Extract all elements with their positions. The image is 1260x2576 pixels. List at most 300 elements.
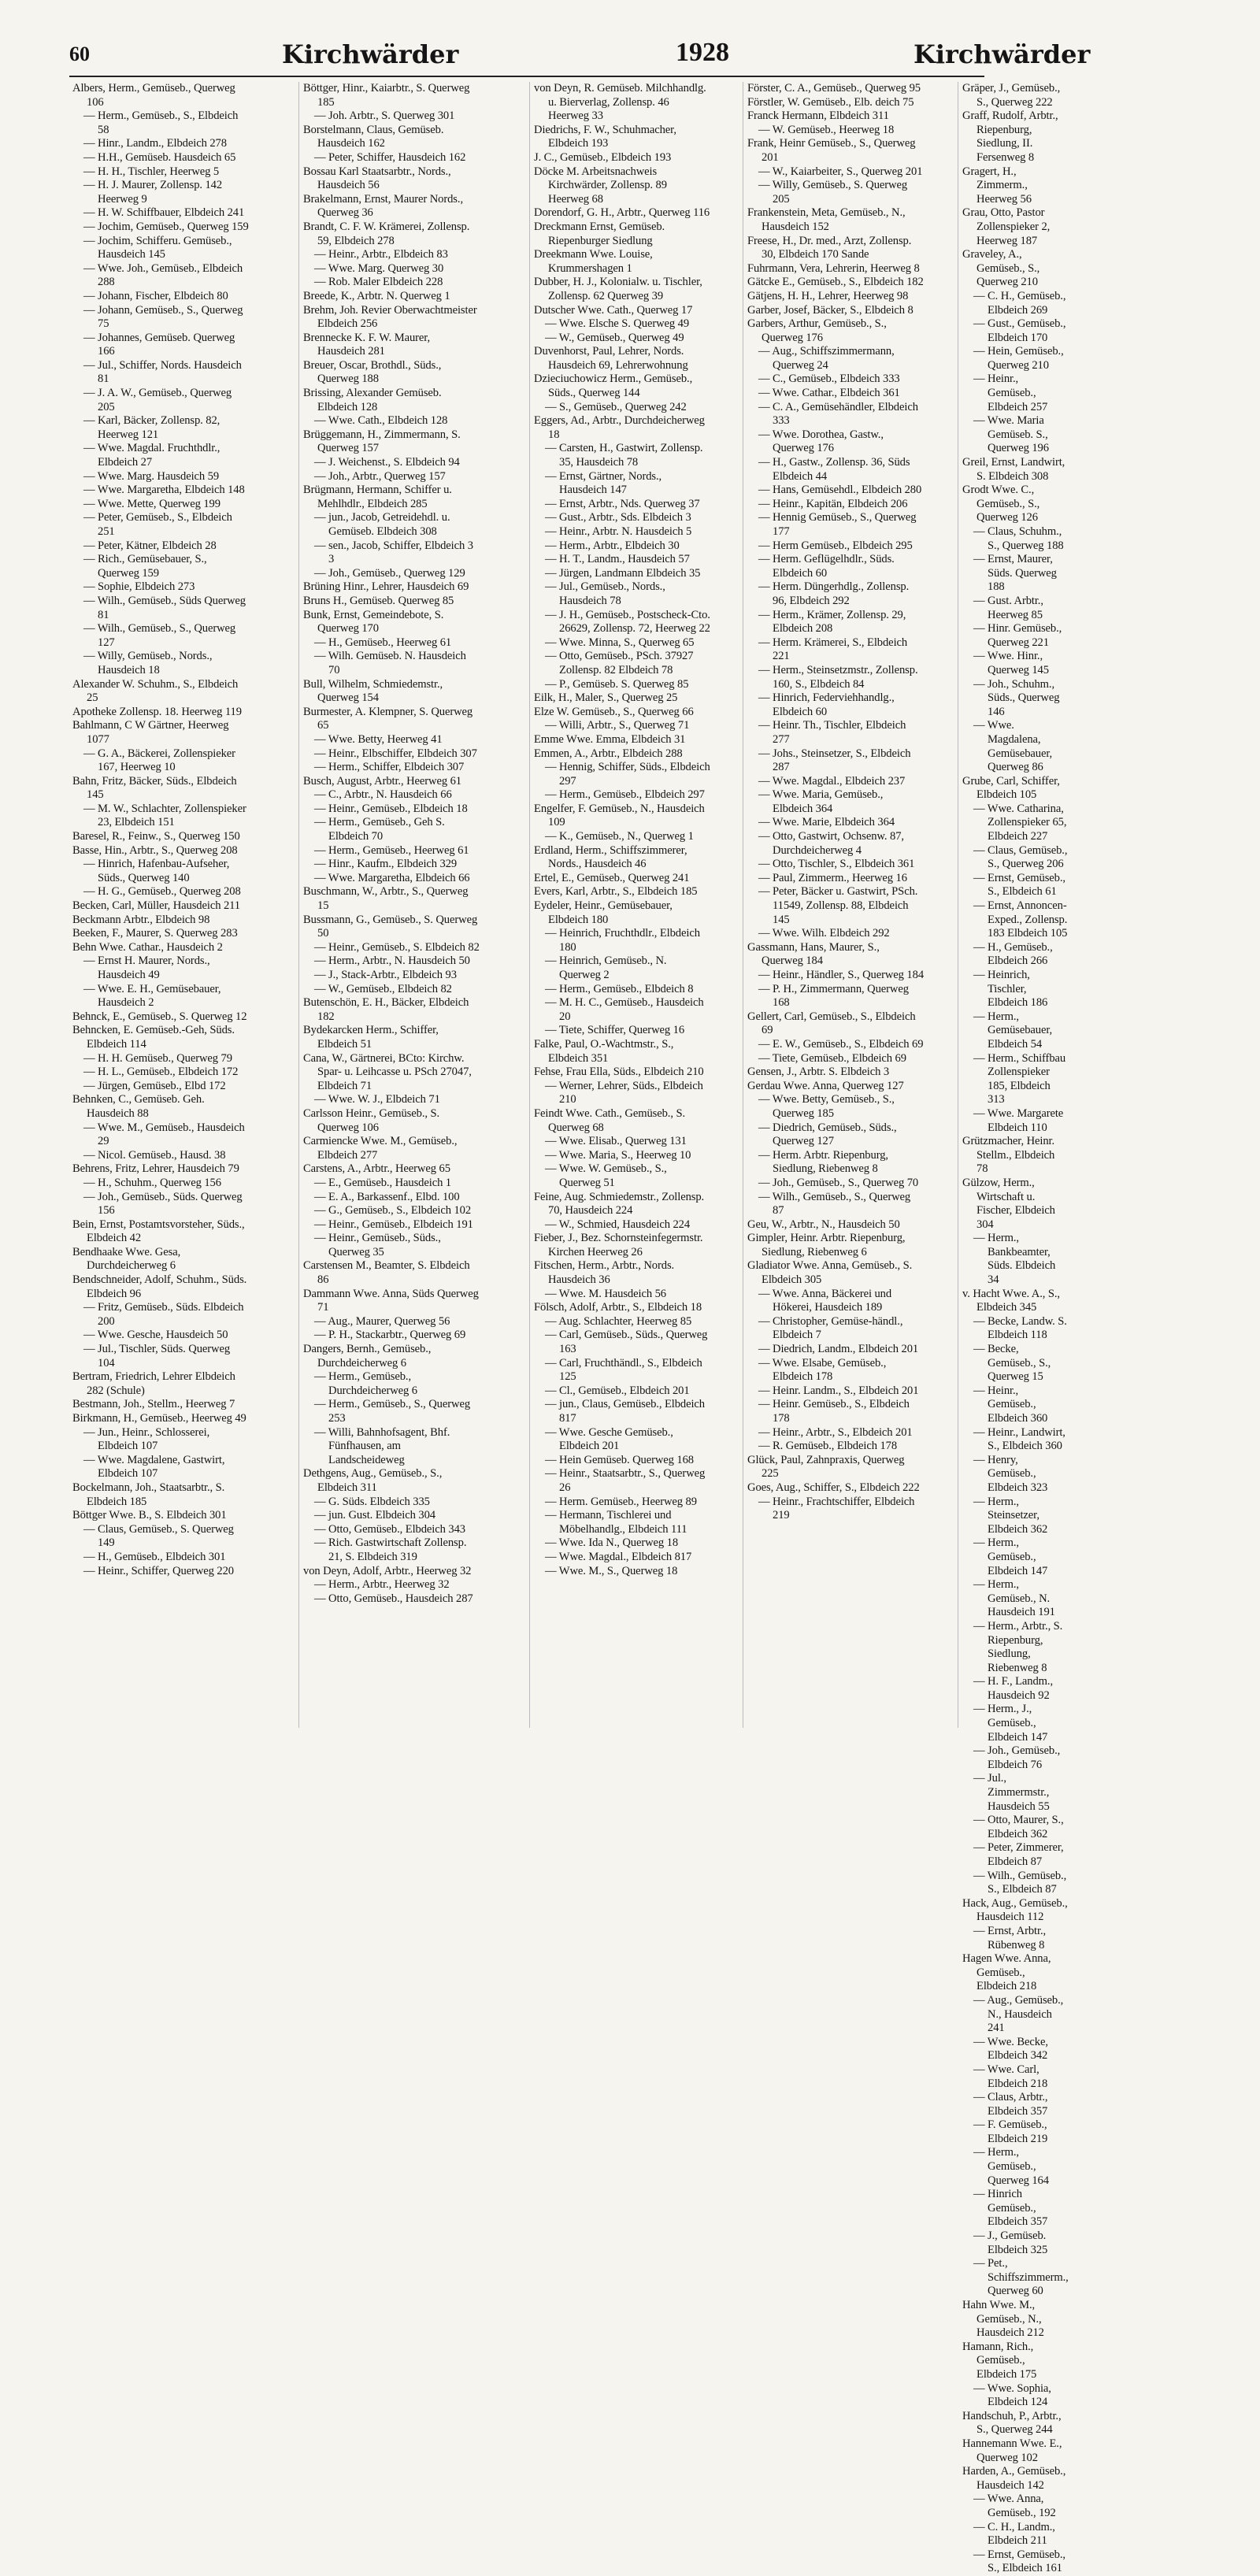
directory-entry: — Herm., Gemüseb., Elbdeich 297 [545,788,705,802]
directory-entry: — Hans, Gemüsehdl., Elbdeich 280 [758,484,922,497]
directory-entry: Dethgens, Aug., Gemüseb., S., Elbdeich 311 [303,1467,443,1494]
directory-entry: — Wwe. Magdalene, Gastwirt, Elbdeich 107 [83,1453,225,1481]
directory-entry: — Herm. Gemüseb., Heerweg 89 [545,1495,697,1508]
directory-entry: Beeken, F., Maurer, S. Querweg 283 [72,927,238,940]
directory-entry: Franck Hermann, Elbdeich 311 [747,109,889,123]
directory-entry: — Wwe. Elisab., Querweg 131 [545,1135,687,1148]
directory-entry: — Heinr., Gemüseb., Süds., Querweg 35 [314,1232,441,1258]
directory-entry: — Ernst, Gemüseb., S., Elbdeich 61 [973,871,1065,899]
directory-entry: — Heinr., Staatsarbtr., S., Querweg 26 [545,1467,706,1494]
directory-entry: — Wwe. Marg. Querweg 30 [314,261,444,275]
running-title-left: Kirchwärder [282,39,459,69]
directory-entry: — Peter, Bäcker u. Gastwirt, PSch. 11549, Zollensp. 88, Elbdeich 145 [758,885,918,926]
directory-entry: Carmiencke Wwe. M., Gemüseb., Elbdeich 277 [303,1135,458,1162]
directory-entry: — Wwe. Minna, S., Querweg 65 [545,636,695,649]
directory-entry: — Herm. Arbtr. Riepenburg, Siedlung, Riebenweg 8 [758,1148,888,1176]
directory-entry: Apotheke Zollensp. 18. Heerweg 119 [72,705,242,718]
directory-entry: Bossau Karl Staatsarbtr., Nords., Hausdeich 56 [303,165,451,192]
directory-entry: — Heinr., Elbschiffer, Elbdeich 307 [314,747,477,760]
directory-entry: — Pet., Schiffszimmerm., Querweg 60 [973,2257,1069,2298]
directory-entry: — P. H., Stackarbtr., Querweg 69 [314,1329,466,1342]
directory-entry: Gätcke E., Gemüseb., S., Elbdeich 182 [747,276,924,289]
directory-entry: — G. Süds. Elbdeich 335 [314,1495,430,1508]
directory-entry: Goes, Aug., Schiffer, S., Elbdeich 222 [747,1481,920,1494]
directory-entry: — jun., Claus, Gemüseb., Elbdeich 817 [545,1398,706,1425]
directory-entry: — C. A., Gemüsehändler, Elbdeich 333 [758,400,918,428]
directory-entry: — H., Gastw., Zollensp. 36, Süds Elbdeich 44 [758,456,910,483]
directory-column-4 [747,82,924,1728]
directory-entry: — Ernst, Gemüseb., S., Elbdeich 161 [973,2548,1065,2575]
directory-entry: — Wwe. Cathar., Elbdeich 361 [758,387,900,400]
directory-column-2 [303,82,480,1728]
directory-entry: — Hein, Gemüseb., Querweg 210 [973,345,1064,372]
directory-entry: Breede, K., Arbtr. N. Querweg 1 [303,289,450,302]
directory-entry: — Diedrich, Landm., Elbdeich 201 [758,1343,919,1356]
directory-entry: — H. T., Landm., Hausdeich 57 [545,553,690,566]
directory-entry: Grützmacher, Heinr. Stellm., Elbdeich 78 [962,1135,1055,1176]
directory-entry: Basse, Hin., Arbtr., S., Querweg 208 [72,843,238,857]
directory-entry: Birkmann, H., Gemüseb., Heerweg 49 [72,1412,246,1425]
directory-entry: Behnck, E., Gemüseb., S. Querweg 12 [72,1010,247,1023]
directory-entry: — Cl., Gemüseb., Elbdeich 201 [545,1384,690,1397]
directory-entry: Engelfer, F. Gemüseb., N., Hausdeich 109 [534,802,705,829]
directory-entry: — Herm., Gemüseb., S., Querweg 253 [314,1398,471,1425]
directory-entry: — Wwe. M., S., Querweg 18 [545,1564,678,1577]
directory-entry: Erdland, Herm., Schiffszimmerer, Nords., Hausdeich 46 [534,843,687,871]
directory-entry: — Jun., Heinr., Schlosserei, Elbdeich 107 [83,1425,210,1453]
directory-entry: Gensen, J., Arbtr. S. Elbdeich 3 [747,1066,890,1079]
directory-entry: — Otto, Gemüseb., Hausdeich 287 [314,1592,473,1605]
directory-entry: — Rob. Maler Elbdeich 228 [314,276,443,289]
directory-entry: — Ernst, Arbtr., Rübenweg 8 [973,1924,1047,1951]
directory-entry: — Herm., Gemüseb., Heerweg 61 [314,843,469,857]
directory-entry: — Wwe. Sophia, Elbdeich 124 [973,2381,1051,2409]
directory-entry: Harden, A., Gemüseb., Hausdeich 142 [962,2465,1066,2492]
directory-entry: Dangers, Bernh., Gemüseb., Durchdeicherweg 6 [303,1343,432,1370]
directory-entry: — Hinrich Gemüseb., Elbdeich 357 [973,2188,1048,2229]
directory-entry: — Wilh., Gemüseb., S., Elbdeich 87 [973,1869,1067,1896]
directory-entry: — Heinrich, Fruchthdlr., Elbdeich 180 [545,927,700,954]
directory-entry: — Heinr., Gemüseb., Elbdeich 257 [973,373,1048,413]
directory-entry: Cana, W., Gärtnerei, BCto: Kirchw. Spar- u. Leihcasse u. PSch 27047, Elbdeich 71 [303,1051,472,1092]
directory-entry: — Hein Gemüseb. Querweg 168 [545,1453,694,1466]
directory-entry: — Herm., Gemüseb., Querweg 164 [973,2146,1049,2187]
directory-entry: — Wwe. Magdal., Elbdeich 237 [758,774,906,788]
directory-entry: Bertram, Friedrich, Lehrer Elbdeich 282 (Schule) [72,1370,235,1397]
directory-entry: — Ernst, Annoncen-Exped., Zollensp. 183 Elbdeich 105 [973,899,1068,940]
directory-entry: — Tiete, Gemüseb., Elbdeich 69 [758,1051,906,1065]
directory-entry: — Claus, Gemüseb., S., Querweg 206 [973,843,1068,871]
directory-entry: Dreekmann Wwe. Louise, Krummershagen 1 [534,248,653,275]
directory-entry: — Wilh. Gemüseb. N. Hausdeich 70 [314,650,466,676]
directory-entry: Behncken, E. Gemüseb.-Geh, Süds. Elbdeich 114 [72,1024,235,1051]
directory-entry: — Wwe. Anna, Bäckerei und Hökerei, Hausdeich 189 [758,1287,892,1314]
directory-entry: — H. G., Gemüseb., Querweg 208 [83,885,241,899]
directory-entry: — Heinr., Arbtr. N. Hausdeich 5 [545,525,692,538]
directory-entry: — Herm., Krämer, Zollensp. 29, Elbdeich 208 [758,608,906,636]
directory-entry: — Johs., Steinsetzer, S., Elbdeich 287 [758,747,911,774]
directory-entry: — H., Schuhm., Querweg 156 [83,1176,221,1189]
directory-entry: — Wilh., Gemüseb., Süds Querweg 81 [83,594,246,621]
directory-entry: — W., Kaiarbeiter, S., Querweg 201 [758,165,923,178]
directory-entry: — Peter, Schiffer, Hausdeich 162 [314,150,466,164]
directory-entry: — Hinrich, Hafenbau-Aufseher, Süds., Querweg 140 [83,858,230,884]
directory-entry: — Heinr., Kapitän, Elbdeich 206 [758,497,908,510]
directory-column-5 [962,82,1069,2575]
directory-entry: Gassmann, Hans, Maurer, S., Querweg 184 [747,940,880,968]
directory-entry: — F. Gemüseb., Elbdeich 219 [973,2118,1048,2145]
directory-entry: Bahlmann, C W Gärtner, Heerweg 1077 [72,719,229,746]
directory-entry: — G. A., Bäckerei, Zollenspieker 167, Heerweg 10 [83,747,235,774]
directory-entry: — C., Arbtr., N. Hausdeich 66 [314,788,452,802]
directory-entry: — Wwe. Magdal. Fruchthdlr., Elbdeich 27 [83,442,220,469]
directory-entry: — H. F., Landm., Hausdeich 92 [973,1675,1054,1702]
directory-entry: — J., Gemüseb. Elbdeich 325 [973,2229,1048,2256]
directory-entry: Beckmann Arbtr., Elbdeich 98 [72,913,210,926]
directory-entry: — Rich. Gastwirtschaft Zollensp. 21, S. Elbdeich 319 [314,1536,467,1563]
directory-entry: — M. W., Schlachter, Zollenspieker 23, Elbdeich 151 [83,802,246,829]
directory-entry: — Aug. Schlachter, Heerweg 85 [545,1314,692,1328]
directory-entry: — Wwe. Betty, Gemüseb., S., Querweg 185 [758,1093,895,1120]
directory-entry: Döcke M. Arbeitsnachweis Kirchwärder, Zollensp. 89 Heerweg 68 [534,165,667,206]
directory-entry: — Joh., Gemüseb., S., Querweg 70 [758,1176,919,1189]
directory-entry: — Hinr. Gemüseb., Querweg 221 [973,622,1062,649]
directory-entry: — Joh., Gemüseb., Süds. Querweg 156 [83,1190,243,1218]
directory-entry: Feine, Aug. Schmiedemstr., Zollensp. 70, Hausdeich 224 [534,1190,705,1218]
directory-entry: — J., Stack-Arbtr., Elbdeich 93 [314,969,457,981]
directory-entry: — Otto, Tischler, S., Elbdeich 361 [758,858,915,871]
directory-entry: — Heinr. Landm., S., Elbdeich 201 [758,1384,919,1397]
directory-entry: — G., Gemüseb., S., Elbdeich 102 [314,1204,472,1218]
directory-entry: Hahn Wwe. M., Gemüseb., N., Hausdeich 212 [962,2299,1044,2340]
year-heading: 1928 [676,38,729,67]
directory-entry: Brakelmann, Ernst, Maurer Nords., Querweg 36 [303,192,463,220]
directory-entry: — Wwe. Anna, Gemüseb., 192 [973,2493,1056,2519]
directory-entry: — Christopher, Gemüse-händl., Elbdeich 7 [758,1314,903,1342]
directory-entry: von Deyn, Adolf, Arbtr., Heerweg 32 [303,1564,472,1577]
directory-entry: — Herm., J., Gemüseb., Elbdeich 147 [973,1703,1048,1744]
directory-entry: Bendhaake Wwe. Gesa, Durchdeicherweg 6 [72,1245,181,1273]
directory-entry: — Joh., Gemüseb., Elbdeich 76 [973,1744,1061,1771]
directory-entry: Albers, Herm., Gemüseb., Querweg 106 [72,82,235,109]
directory-entry: Alexander W. Schuhm., S., Elbdeich 25 [72,677,239,705]
directory-entry: Glück, Paul, Zahnpraxis, Querweg 225 [747,1453,905,1481]
directory-entry: — Wwe. Margaretha, Elbdeich 148 [83,484,245,497]
directory-entry: — Herm. Geflügelhdlr., Süds. Elbdeich 60 [758,553,895,580]
directory-entry: — Hinr., Kaufm., Elbdeich 329 [314,858,458,871]
directory-entry: — Willi, Bahnhofsagent, Bhf. Fünfhausen, am Landscheideweg [314,1425,450,1466]
directory-entry: — H. H. Gemüseb., Querweg 79 [83,1051,232,1065]
directory-entry: Brissing, Alexander Gemüseb. Elbdeich 128 [303,387,442,413]
directory-entry: — Claus, Schuhm., S., Querweg 188 [973,525,1064,552]
directory-entry: v. Hacht Wwe. A., S., Elbdeich 345 [962,1287,1060,1314]
directory-entry: — Hinrich, Federviehhandlg., Elbdeich 60 [758,691,895,718]
directory-entry: — Wwe. Becke, Elbdeich 342 [973,2035,1048,2063]
directory-entry: — E. A., Barkassenf., Elbd. 100 [314,1190,460,1203]
directory-entry: — Sophie, Elbdeich 273 [83,580,195,594]
directory-entry: — Joh. Arbtr., S. Querweg 301 [314,109,455,123]
directory-entry: — Heinr., Gemüseb., Elbdeich 360 [973,1384,1048,1425]
directory-entry: — Hinr., Landm., Elbdeich 278 [83,137,227,150]
directory-entry: — Tiete, Schiffer, Querweg 16 [545,1024,685,1037]
directory-entry: — Becke, Landw. S. Elbdeich 118 [973,1314,1067,1342]
directory-entry: Brennecke K. F. W. Maurer, Hausdeich 281 [303,331,431,358]
directory-entry: Feindt Wwe. Cath., Gemüseb., S. Querweg 68 [534,1106,686,1134]
directory-entry: Handschuh, P., Arbtr., S., Querweg 244 [962,2409,1062,2437]
directory-entry: Falke, Paul, O.-Wachtmstr., S., Elbdeich 351 [534,1037,674,1065]
directory-entry: Fölsch, Adolf, Arbtr., S., Elbdeich 18 [534,1301,702,1314]
directory-entry: Geu, W., Arbtr., N., Hausdeich 50 [747,1218,900,1231]
directory-entry: — Hennig Gemüseb., S., Querweg 177 [758,511,917,538]
directory-entry: Hamann, Rich., Gemüseb., Elbdeich 175 [962,2340,1037,2381]
directory-entry: — Ernst, Maurer, Süds. Querweg 188 [973,553,1057,594]
directory-entry: Brüning Hinr., Lehrer, Hausdeich 69 [303,580,469,594]
directory-entry: Bydekarcken Herm., Schiffer, Elbdeich 51 [303,1024,439,1051]
directory-entry: — Herm. Krämerei, S., Elbdeich 221 [758,636,908,663]
directory-entry: — Jul., Tischler, Süds. Querweg 104 [83,1343,231,1370]
directory-entry: — Wwe. Hinr., Querweg 145 [973,650,1049,676]
directory-entry: Diedrichs, F. W., Schuhmacher, Elbdeich 193 [534,123,676,150]
directory-entry: — Wwe. Joh., Gemüseb., Elbdeich 288 [83,261,243,289]
directory-entry: — Heinr., Arbtr., Elbdeich 83 [314,248,448,261]
directory-entry: — Willy, Gemüseb., S. Querweg 205 [758,179,908,206]
directory-entry: Brehm, Joh. Revier Oberwachtmeister Elbdeich 256 [303,303,477,331]
directory-entry: J. C., Gemüseb., Elbdeich 193 [534,150,672,164]
directory-entry: — Wwe. Magdalena, Gemüsebauer, Querweg 86 [973,719,1053,774]
directory-entry: — Herm., Bankbeamter, Süds. Elbdeich 34 [973,1232,1056,1287]
directory-entry: — Heinr., Gemüseb., Elbdeich 18 [314,802,468,815]
directory-entry: Bruns H., Gemüseb. Querweg 85 [303,594,454,607]
directory-entry: — Claus, Arbtr., Elbdeich 357 [973,2091,1048,2118]
directory-entry: — Wwe. Mette, Querweg 199 [83,497,220,510]
directory-entry: — Herm., Arbtr., Elbdeich 30 [545,539,680,552]
directory-entry: — Heinr. Gemüseb., S., Elbdeich 178 [758,1398,910,1425]
directory-entry: Bendschneider, Adolf, Schuhm., Süds. Elbdeich 96 [72,1273,247,1300]
directory-entry: — Aug., Gemüseb., N., Hausdeich 241 [973,1993,1064,2035]
directory-entry: — Herm., Gemüsebauer, Elbdeich 54 [973,1010,1053,1051]
directory-entry: — Heinr., Frachtschiffer, Elbdeich 219 [758,1495,915,1522]
directory-entry: — Jul., Zimmermstr., Hausdeich 55 [973,1772,1050,1813]
directory-entry: — Gust. Arbtr., Heerweg 85 [973,594,1043,621]
directory-entry: Graveley, A., Gemüseb., S., Querweg 210 [962,248,1040,289]
directory-entry: Böttger, Hinr., Kaiarbtr., S. Querweg 185 [303,82,470,109]
directory-entry: Fieber, J., Bez. Schornsteinfegermstr. Kirchen Heerweg 26 [534,1232,703,1258]
directory-entry: Bein, Ernst, Postamtsvorsteher, Süds., Elbdeich 42 [72,1218,245,1245]
directory-entry: Eggers, Ad., Arbtr., Durchdeicherweg 18 [534,414,705,441]
directory-entry: Gladiator Wwe. Anna, Gemüseb., S. Elbdeich 305 [747,1259,913,1287]
directory-entry: — Willy, Gemüseb., Nords., Hausdeich 18 [83,650,213,676]
directory-entry: — J. A. W., Gemüseb., Querweg 205 [83,387,232,413]
directory-entry: Garber, Josef, Bäcker, S., Elbdeich 8 [747,303,914,317]
directory-entry: — Diedrich, Gemüseb., Süds., Querweg 127 [758,1121,897,1148]
directory-entry: Greil, Ernst, Landwirt, S. Elbdeich 308 [962,456,1065,483]
directory-entry: — Otto, Maurer, S., Elbdeich 362 [973,1814,1064,1840]
directory-entry: Dzieciuchowicz Herm., Gemüseb., Süds., Querweg 144 [534,373,693,400]
directory-entry: — Paul, Zimmerm., Heerweg 16 [758,871,907,884]
directory-entry: — Johann, Gemüseb., S., Querweg 75 [83,303,243,331]
directory-entry: Dorendorf, G. H., Arbtr., Querweg 116 [534,206,710,220]
directory-entry: Baresel, R., Feinw., S., Querweg 150 [72,830,240,843]
directory-entry: Garbers, Arthur, Gemüseb., S., Querweg 176 [747,317,887,344]
directory-entry: — Herm. Düngerhdlg., Zollensp. 96, Elbdeich 292 [758,580,910,607]
directory-entry: Ertel, E., Gemüseb., Querweg 241 [534,871,690,884]
directory-entry: — Wwe. Dorothea, Gastw., Querweg 176 [758,428,884,455]
directory-entry: — Hermann, Tischlerei und Möbelhandlg., Elbdeich 111 [545,1509,687,1536]
directory-entry: — Heinr., Händler, S., Querweg 184 [758,969,925,981]
directory-entry: — Herm., Schiffbau Zollenspieker 185, Elbdeich 313 [973,1051,1066,1106]
directory-entry: — Willi, Arbtr., S., Querweg 71 [545,719,690,732]
directory-entry: — Otto, Gemüseb., Elbdeich 343 [314,1522,465,1536]
directory-entry: — Heinr. Th., Tischler, Elbdeich 277 [758,719,906,746]
directory-entry: — jun. Gust. Elbdeich 304 [314,1509,435,1522]
header-rule [69,76,984,77]
directory-entry: Fitschen, Herm., Arbtr., Nords. Hausdeich 36 [534,1259,675,1287]
directory-entry: — Wilh., Gemüseb., S., Querweg 87 [758,1190,911,1218]
directory-entry: — H., Gemüseb., Elbdeich 301 [83,1550,226,1563]
directory-entry: — Wwe. Betty, Heerweg 41 [314,732,443,746]
directory-entry: — Wwe. Maria, S., Heerweg 10 [545,1148,691,1162]
directory-entry: — M. H. C., Gemüseb., Hausdeich 20 [545,996,704,1023]
directory-entry: — Gust., Arbtr., Sds. Elbdeich 3 [545,511,691,524]
directory-entry: Breuer, Oscar, Brothdl., Süds., Querweg 188 [303,358,442,386]
directory-entry: — H., Gemüseb., Heerweg 61 [314,636,452,649]
directory-entry: Elze W. Gemüseb., S., Querweg 66 [534,705,694,718]
directory-entry: — Ernst H. Maurer, Nords., Hausdeich 49 [83,954,210,981]
directory-entry: Evers, Karl, Arbtr., S., Elbdeich 185 [534,885,698,899]
directory-entry: — Herm., Gemüseb., Elbdeich 8 [545,982,694,995]
directory-entry: — Heinr., Schiffer, Querweg 220 [83,1564,234,1577]
directory-entry: — Wwe. Cath., Elbdeich 128 [314,414,448,428]
directory-entry: — Herm., Arbtr., S. Riepenburg, Siedlung, Riebenweg 8 [973,1619,1063,1674]
directory-entry: — Wwe. Catharina, Zollenspieker 65, Elbdeich 227 [973,802,1067,843]
directory-entry: Frank, Heinr Gemüseb., S., Querweg 201 [747,137,916,164]
directory-entry: Dubber, H. J., Kolonialw. u. Tischler, Zollensp. 62 Querweg 39 [534,276,702,302]
directory-entry: — Wwe. Marg. Hausdeich 59 [83,469,220,483]
page-number: 60 [69,43,90,65]
directory-entry: Butenschön, E. H., Bäcker, Elbdeich 182 [303,996,469,1023]
directory-entry: — H. H., Tischler, Heerweg 5 [83,165,220,178]
directory-entry: Dreckmann Ernst, Gemüseb. Riepenburger Siedlung [534,220,665,247]
directory-entry: — Herm., Arbtr., Heerweg 32 [314,1578,450,1592]
directory-entry: Gülzow, Herm., Wirtschaft u. Fischer, Elbdeich 304 [962,1176,1055,1231]
directory-entry: — H. W. Schiffbauer, Elbdeich 241 [83,206,245,220]
directory-entry: Behn Wwe. Cathar., Hausdeich 2 [72,940,223,954]
directory-entry: Hagen Wwe. Anna, Gemüseb., Elbdeich 218 [962,1952,1051,1993]
directory-entry: — Johann, Fischer, Elbdeich 80 [83,289,228,302]
page-header [69,38,1091,74]
directory-entry: — Aug., Maurer, Querweg 56 [314,1314,450,1328]
directory-entry: — C., Gemüseb., Elbdeich 333 [758,373,900,386]
directory-entry: — Joh., Gemüseb., Querweg 129 [314,566,465,580]
directory-entry: — J. Weichenst., S. Elbdeich 94 [314,456,460,469]
directory-entry: — Becke, Gemüseb., S., Querweg 15 [973,1343,1051,1384]
directory-entry: Bunk, Ernst, Gemeindebote, S. Querweg 170 [303,608,444,636]
directory-entry: — Claus, Gemüseb., S. Querweg 149 [83,1522,234,1550]
directory-entry: Freese, H., Dr. med., Arzt, Zollensp. 30, Elbdeich 170 Sande [747,234,912,261]
directory-entry: — Wwe. W. Gemüseb., S., Querweg 51 [545,1162,667,1189]
directory-entry: — H. J. Maurer, Zollensp. 142 Heerweg 9 [83,179,223,206]
directory-entry: — Peter, Kätner, Elbdeich 28 [83,539,217,552]
directory-entry: — Joh., Schuhm., Süds., Querweg 146 [973,677,1060,718]
directory-entry: — Gust., Gemüseb., Elbdeich 170 [973,317,1066,344]
directory-entry: Duvenhorst, Paul, Lehrer, Nords. Hausdeich 69, Lehrerwohnung [534,345,688,372]
directory-entry: — Karl, Bäcker, Zollensp. 82, Heerweg 121 [83,414,220,441]
directory-entry: — Herm., Gemüseb., Geh S. Elbdeich 70 [314,816,445,843]
directory-entry: Brandt, C. F. W. Krämerei, Zollensp. 59, Elbdeich 278 [303,220,470,247]
directory-entry: — Herm., Gemüseb., Durchdeicherweg 6 [314,1370,417,1397]
directory-entry: Hack, Aug., Gemüseb., Hausdeich 112 [962,1896,1068,1924]
directory-entry: — Ernst, Gärtner, Nords., Hausdeich 147 [545,469,662,497]
directory-entry: Frankenstein, Meta, Gemüseb., N., Hausdeich 152 [747,206,906,233]
running-title-right: Kirchwärder [914,39,1091,69]
directory-entry: — Herm., Arbtr., N. Hausdeich 50 [314,954,470,968]
directory-entry: — Carl, Fruchthändl., S., Elbdeich 125 [545,1356,702,1384]
directory-columns [72,82,1069,2575]
directory-entry: — Jochim, Gemüseb., Querweg 159 [83,220,249,233]
directory-entry: — E., Gemüseb., Hausdeich 1 [314,1176,452,1189]
directory-entry: Bockelmann, Joh., Staatsarbtr., S. Elbdeich 185 [72,1481,225,1508]
directory-entry: — Jürgen, Landmann Elbdeich 35 [545,566,701,580]
directory-entry: — Herm., Schiffer, Elbdeich 307 [314,761,465,774]
directory-entry: Förster, C. A., Gemüseb., Querweg 95 [747,82,921,95]
directory-entry: — W., Gemüseb., Elbdeich 82 [314,982,452,995]
directory-entry: — Hennig, Schiffer, Süds., Elbdeich 297 [545,761,710,788]
directory-entry: — Herm., Gemüseb., S., Elbdeich 58 [83,109,239,136]
directory-entry: — Wwe. Elsabe, Gemüseb., Elbdeich 178 [758,1356,887,1384]
directory-entry: — W. Gemüseb., Heerweg 18 [758,123,895,136]
directory-entry: Dammann Wwe. Anna, Süds Querweg 71 [303,1287,479,1314]
directory-column-1 [72,82,249,1728]
directory-entry: — H. L., Gemüseb., Elbdeich 172 [83,1066,239,1079]
directory-entry: — Otto, Gastwirt, Ochsenw. 87, Durchdeicherweg 4 [758,830,904,857]
directory-entry: — Wwe. W. J., Elbdeich 71 [314,1093,440,1106]
directory-entry: Grube, Carl, Schiffer, Elbdeich 105 [962,774,1060,802]
directory-entry: Grodt Wwe. C., Gemüseb., S., Querweg 126 [962,484,1040,524]
directory-entry: — H.H., Gemüseb. Hausdeich 65 [83,150,236,164]
directory-entry: — Heinr., Arbtr., S., Elbdeich 201 [758,1425,913,1439]
directory-entry: Busch, August, Arbtr., Heerweg 61 [303,774,461,788]
directory-entry: Behnken, C., Gemüseb. Geh. Hausdeich 88 [72,1093,205,1120]
directory-entry: — Nicol. Gemüseb., Hausd. 38 [83,1148,226,1162]
directory-entry: Eilk, H., Maler, S., Querweg 25 [534,691,678,705]
directory-entry: — C. H., Landm., Elbdeich 211 [973,2520,1055,2548]
directory-entry: — Herm., Steinsetzmstr., Zollensp. 160, S., Elbdeich 84 [758,663,918,691]
directory-entry: — Herm Gemüseb., Elbdeich 295 [758,539,913,552]
directory-entry: — W., Schmied, Hausdeich 224 [545,1218,691,1231]
directory-entry: — Wwe. E. H., Gemüsebauer, Hausdeich 2 [83,982,221,1010]
directory-entry: — P. H., Zimmermann, Querweg 168 [758,982,909,1010]
directory-entry: — Henry, Gemüseb., Elbdeich 323 [973,1453,1048,1494]
directory-entry: Gragert, H., Zimmerm., Heerweg 56 [962,165,1032,206]
directory-entry: — Wwe. Maria Gemüseb. S., Querweg 196 [973,414,1049,455]
directory-entry: von Deyn, R. Gemüseb. Milchhandlg. u. Bierverlag, Zollensp. 46 Heerweg 33 [534,82,706,123]
directory-entry: — Heinr., Gemüseb., S. Elbdeich 82 [314,940,480,954]
directory-entry: — R. Gemüseb., Elbdeich 178 [758,1440,898,1453]
directory-entry: Gräper, J., Gemüseb., S., Querweg 222 [962,82,1061,109]
directory-entry: Brügmann, Hermann, Schiffer u. Mehlhdlr., Elbdeich 285 [303,484,452,510]
directory-entry: Gerdau Wwe. Anna, Querweg 127 [747,1079,904,1092]
directory-entry: — Herm., Gemüseb., Elbdeich 147 [973,1536,1048,1577]
directory-entry: — Heinr., Landwirt, S., Elbdeich 360 [973,1425,1065,1453]
directory-entry: Gimpler, Heinr. Arbtr. Riepenburg, Siedlung, Riebenweg 6 [747,1232,906,1258]
directory-entry: — Carl, Gemüseb., Süds., Querweg 163 [545,1329,708,1356]
directory-entry: — Johannes, Gemüseb. Querweg 166 [83,331,235,358]
directory-entry: — K., Gemüseb., N., Querweg 1 [545,830,694,843]
directory-entry: — Jul., Gemüseb., Nords., Hausdeich 78 [545,580,665,607]
directory-entry: — Peter, Zimmerer, Elbdeich 87 [973,1841,1064,1868]
directory-entry: Eydeler, Heinr., Gemüsebauer, Elbdeich 180 [534,899,673,926]
directory-entry: Böttger Wwe. B., S. Elbdeich 301 [72,1509,227,1522]
